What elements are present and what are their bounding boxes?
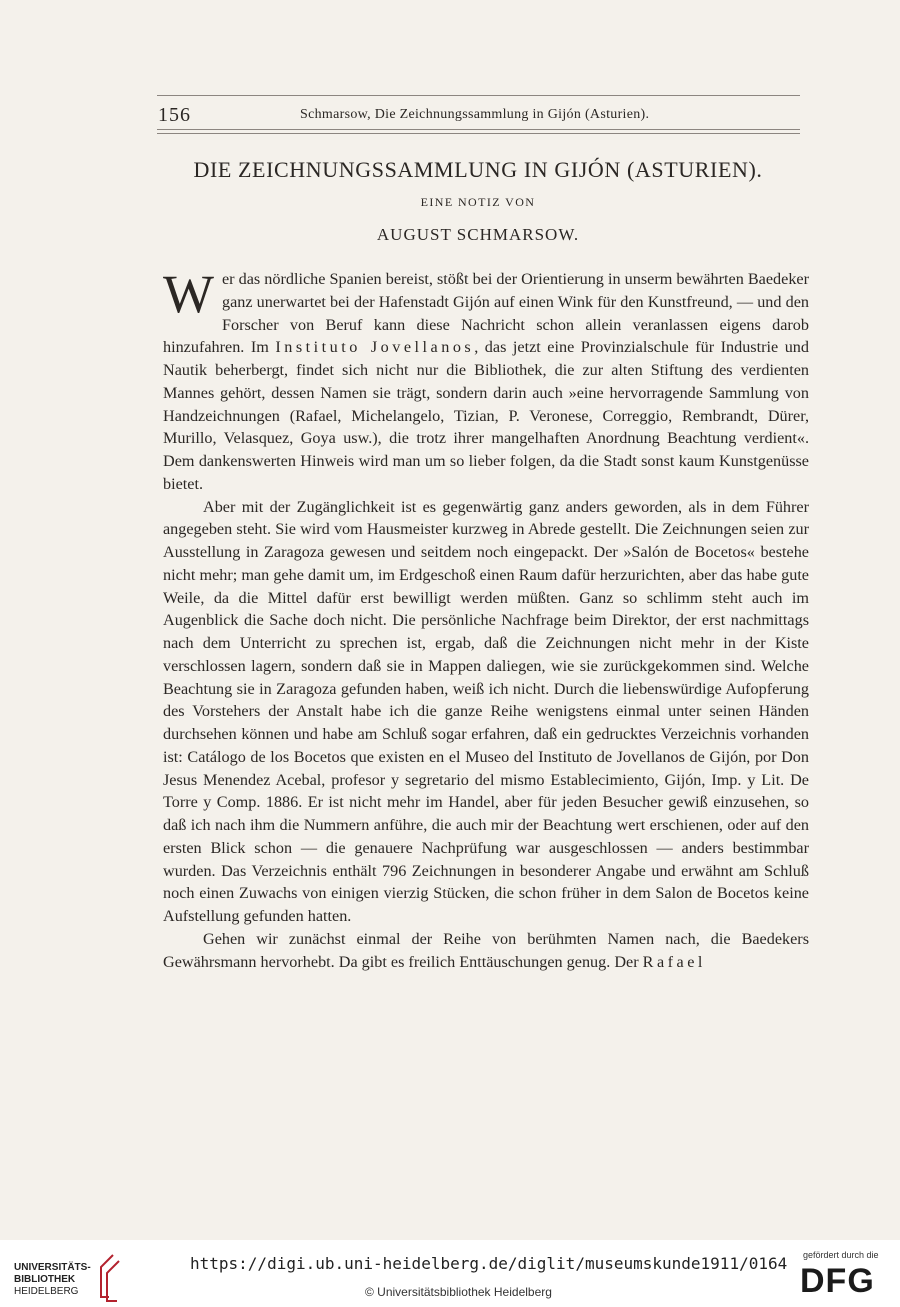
library-line-1: UNIVERSITÄTS- <box>14 1262 91 1273</box>
paragraph-2: Aber mit der Zugänglichkeit ist es gegenwärtig ganz anders geworden, als in dem Führer angegeben steht. Sie wird vom Hausmeister kurzweg in Abrede gestellt. Die Zeichnungen seien zur Ausstellung in Zaragoza gewesen und seitdem noch eingepackt. Der »Salón de Bocetos« bestehe nicht mehr; man gehe damit um, im Erdgeschoß einen Raum dafür herzurichten, aber das habe gute Weile, da die Mittel dafür erst bewilligt werden müßten. Ganz so schlimm steht auch im Augenblick die Sache doch nicht. Die persönliche Nachfrage beim Direktor, der erst nachmittags nach dem Unterricht zu sprechen ist, ergab, daß die Zeichnungen nicht mehr in der Kiste verschlossen lagern, sondern daß sie in Mappen daliegen, wie sie zurückgekommen sind. Welche Beachtung sie in Zaragoza gefunden haben, weiß ich nicht. Durch die liebenswürdige Aufopferung des Vorstehers der Anstalt habe ich die ganze Reihe wenigstens einmal unter seinen Händen durchsehen können und habe am Schluß sogar erfahren, daß ein gedrucktes Verzeichnis vorhanden ist: Catálogo de los Bocetos que existen en el Museo del Instituto de Jovellanos de Gijón, por Don Jesus Menendez Acebal, profesor y segretario del mismo Establecimiento, Gijón, Imp. y Lit. De Torre y Comp. 1886. Er ist nicht mehr im Handel, aber für jeden Besucher gewiß einzusehen, so daß ich nach ihm die Nummern anführe, die auch mir der Beachtung wert erschienen, oder auf den ersten Blick schon — die genauere Nachprüfung war ausgeschlossen — anders bestimmbar wurden. Das Verzeichnis enthält 796 Zeichnungen in besonderer Angabe und erwähnt am Schluß noch einen Zuwachs von einigen vierzig Stücken, die schon früher in dem Salon de Bocetos keine Aufstellung gefunden hatten. <box>163 497 809 925</box>
article-author: AUGUST SCHMARSOW. <box>376 225 580 244</box>
paragraph-1-text-b: , das jetzt eine Provinzialschule für Industrie und Nautik beherbergt, findet sich nicht nur die Bibliothek, die zur alten Stiftung des verdienten Mannes gehört, dessen Namen sie trägt, sondern darin auch »eine hervorragende Sammlung von Handzeichnungen (Rafael, Michelangelo, Tizian, P. Veronese, Correggio, Rembrandt, Dürer, Murillo, Velasquez, Goya usw.), die trotz ihrer mangelhaften Anordnung Beachtung verdient«. Dem dankenswerten Hinweis wird man um so lieber folgen, da die Stadt sonst kaum Kunstgenüsse bietet. <box>163 338 809 493</box>
article-title: DIE ZEICHNUNGSSAMMLUNG IN GIJÓN (ASTURIEN). <box>193 157 763 182</box>
library-logo-icon <box>91 1253 125 1303</box>
header-rule-bottom-double <box>157 133 800 134</box>
permalink-url[interactable]: https://digi.ub.uni-heidelberg.de/diglit/museumskunde1911/0164 <box>190 1254 788 1273</box>
paragraph-3-text-a: Gehen wir zunächst einmal der Reihe von berühmten Namen nach, die Baedekers Gewährsmann hervorhebt. Da gibt es freilich Enttäuschungen genug. Der <box>163 929 809 971</box>
header-rule-bottom <box>157 129 800 130</box>
page-number: 156 <box>158 104 191 126</box>
article-body <box>163 264 809 973</box>
paragraph-1 <box>163 264 809 496</box>
paragraph-1-spaced-name: Instituto Jovellanos <box>275 338 475 357</box>
library-line-3: HEIDELBERG <box>14 1286 79 1297</box>
drop-cap: W <box>163 264 214 324</box>
paragraph-1-text-a: er das nördliche Spanien bereist, stößt bei der Orientierung in unserm bewährten Baedeker ganz unerwartet bei der Hafenstadt Gijón auf einen Wink für den Kunstfreund, — und den Forscher von Beruf kann diese Nachricht schon allein veranlassen eigens darob hinzufahren. Im <box>163 270 809 357</box>
paragraph-3 <box>163 928 809 974</box>
article-subtitle: EINE NOTIZ VON <box>420 195 536 209</box>
running-title: Schmarsow, Die Zeichnungssammlung in Gijón (Asturien). <box>300 107 650 122</box>
library-logo-text <box>14 1262 91 1298</box>
paragraph-3-spaced-name: Rafael <box>642 952 706 971</box>
funding-label: gefördert durch die <box>803 1250 879 1260</box>
dfg-logo: DFG <box>800 1262 875 1300</box>
header-rule-top <box>157 95 800 96</box>
copyright-notice: © Universitätsbibliothek Heidelberg <box>365 1285 552 1299</box>
library-line-2: BIBLIOTHEK <box>14 1274 76 1285</box>
